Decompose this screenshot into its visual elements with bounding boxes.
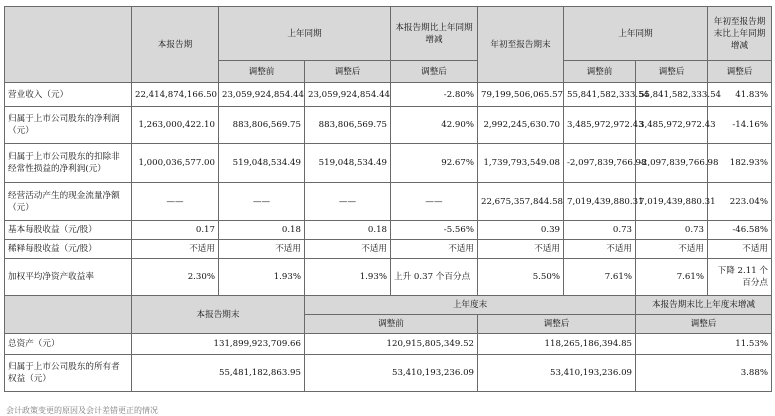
header-before-adjustment-2: 调整前 xyxy=(305,315,478,334)
table-row xyxy=(5,240,772,259)
header-period-change: 本报告期比上年同期增减 xyxy=(391,7,478,61)
value-current-period: 不适用 xyxy=(132,240,219,259)
table-row xyxy=(5,107,772,144)
value-ytd: 2,992,245,630.70 xyxy=(478,107,564,144)
value-current-period: 2.30% xyxy=(132,259,219,296)
header-change-adjusted-2: 调整后 xyxy=(636,315,772,334)
value-ytd-after-adjustment: -2,097,839,766.98 xyxy=(636,144,708,183)
header-row-1 xyxy=(5,7,772,61)
row-label: 归属于上市公司股东的净利润（元） xyxy=(5,107,132,144)
value-last-year-end-after: 53,410,193,236.09 xyxy=(478,355,636,392)
table-row xyxy=(5,334,772,355)
table-row xyxy=(5,183,772,221)
value-ytd-change: 182.93% xyxy=(708,144,772,183)
value-after-adjustment: 519,048,534.49 xyxy=(305,144,391,183)
value-ytd-before-adjustment: 不适用 xyxy=(564,240,636,259)
value-after-adjustment: —— xyxy=(305,183,391,221)
header-current-period-end: 本报告期末 xyxy=(132,296,305,334)
value-ytd: 22,675,357,844.58 xyxy=(478,183,564,221)
header-ytd-change-adjusted: 调整后 xyxy=(708,61,772,83)
value-ytd-change: 下降 2.11 个百分点 xyxy=(708,259,772,296)
value-period-change: -5.56% xyxy=(391,221,478,240)
value-after-adjustment: 1.93% xyxy=(305,259,391,296)
value-before-adjustment: 23,059,924,854.44 xyxy=(219,83,305,107)
table-row xyxy=(5,144,772,183)
value-period-change: 上升 0.37 个百分点 xyxy=(391,259,478,296)
row-label: 稀释每股收益（元/股） xyxy=(5,240,132,259)
value-ytd-after-adjustment: 55,841,582,333.54 xyxy=(636,83,708,107)
header-after-adjustment-ytd: 调整后 xyxy=(636,61,708,83)
value-period-change: 不适用 xyxy=(391,240,478,259)
value-ytd-before-adjustment: 7,019,439,880.31 xyxy=(564,183,636,221)
value-before-adjustment: 不适用 xyxy=(219,240,305,259)
value-change: 11.53% xyxy=(636,334,772,355)
value-ytd: 5.50% xyxy=(478,259,564,296)
header-ytd-change: 年初至报告期末比上年同期增减 xyxy=(708,7,772,61)
value-last-year-end-after: 118,265,186,394.85 xyxy=(478,334,636,355)
value-period-change: 42.90% xyxy=(391,107,478,144)
value-current-period-end: 131,899,923,709.66 xyxy=(132,334,305,355)
value-current-period: 22,414,874,166.50 xyxy=(132,83,219,107)
header-same-period-last-year: 上年同期 xyxy=(219,7,391,61)
value-ytd-change: -14.16% xyxy=(708,107,772,144)
value-ytd-change: 不适用 xyxy=(708,240,772,259)
row-label: 营业收入（元） xyxy=(5,83,132,107)
financial-summary-table xyxy=(4,6,772,392)
header-before-adjustment: 调整前 xyxy=(219,61,305,83)
header-corner-cell xyxy=(5,7,132,83)
row-label: 归属于上市公司股东的所有者权益（元） xyxy=(5,355,132,392)
value-ytd-after-adjustment: 0.73 xyxy=(636,221,708,240)
value-last-year-end-before: 120,915,805,349.52 xyxy=(305,334,478,355)
header-after-adjustment-2: 调整后 xyxy=(478,315,636,334)
value-before-adjustment: —— xyxy=(219,183,305,221)
value-before-adjustment: 519,048,534.49 xyxy=(219,144,305,183)
value-ytd-after-adjustment: 7.61% xyxy=(636,259,708,296)
value-current-period-end: 55,481,182,863.95 xyxy=(132,355,305,392)
value-after-adjustment: 不适用 xyxy=(305,240,391,259)
value-period-change: —— xyxy=(391,183,478,221)
header-before-adjustment-ytd: 调整前 xyxy=(564,61,636,83)
table-row xyxy=(5,83,772,107)
row-label: 经营活动产生的现金流量净额（元） xyxy=(5,183,132,221)
value-after-adjustment: 0.18 xyxy=(305,221,391,240)
value-last-year-end-before: 53,410,193,236.09 xyxy=(305,355,478,392)
value-ytd-before-adjustment: 0.73 xyxy=(564,221,636,240)
row-label: 归属于上市公司股东的扣除非经常性损益的净利润(元） xyxy=(5,144,132,183)
header-period-change-adjusted: 调整后 xyxy=(391,61,478,83)
value-ytd-change: -46.58% xyxy=(708,221,772,240)
value-period-change: 92.67% xyxy=(391,144,478,183)
value-change: 3.88% xyxy=(636,355,772,392)
section2-header-corner-cell xyxy=(5,296,132,334)
value-ytd-after-adjustment: 不适用 xyxy=(636,240,708,259)
value-ytd-change: 223.04% xyxy=(708,183,772,221)
row-label: 加权平均净资产收益率 xyxy=(5,259,132,296)
header-ytd: 年初至报告期末 xyxy=(478,7,564,83)
table-row xyxy=(5,259,772,296)
table-row xyxy=(5,221,772,240)
value-after-adjustment: 883,806,569.75 xyxy=(305,107,391,144)
value-ytd-before-adjustment: 3,485,972,972.43 xyxy=(564,107,636,144)
header-current-period: 本报告期 xyxy=(132,7,219,83)
header-after-adjustment: 调整后 xyxy=(305,61,391,83)
value-current-period: —— xyxy=(132,183,219,221)
value-ytd-after-adjustment: 7,019,439,880.31 xyxy=(636,183,708,221)
header-last-year-end: 上年度末 xyxy=(305,296,636,315)
value-ytd: 不适用 xyxy=(478,240,564,259)
value-ytd-change: 41.83% xyxy=(708,83,772,107)
value-after-adjustment: 23,059,924,854.44 xyxy=(305,83,391,107)
value-period-change: -2.80% xyxy=(391,83,478,107)
section2-header-row-1 xyxy=(5,296,772,315)
value-ytd-before-adjustment: 55,841,582,333.54 xyxy=(564,83,636,107)
value-ytd: 0.39 xyxy=(478,221,564,240)
value-ytd-before-adjustment: -2,097,839,766.98 xyxy=(564,144,636,183)
value-before-adjustment: 1.93% xyxy=(219,259,305,296)
value-before-adjustment: 883,806,569.75 xyxy=(219,107,305,144)
value-ytd: 79,199,506,065.57 xyxy=(478,83,564,107)
value-before-adjustment: 0.18 xyxy=(219,221,305,240)
header-change-vs-last-year-end: 本报告期末比上年度末增减 xyxy=(636,296,772,315)
value-current-period: 1,263,000,422.10 xyxy=(132,107,219,144)
table-row xyxy=(5,355,772,392)
value-current-period: 1,000,036,577.00 xyxy=(132,144,219,183)
row-label: 基本每股收益（元/股） xyxy=(5,221,132,240)
header-same-period-last-year-ytd: 上年同期 xyxy=(564,7,708,61)
value-ytd-after-adjustment: 3,485,972,972.43 xyxy=(636,107,708,144)
value-current-period: 0.17 xyxy=(132,221,219,240)
value-ytd-before-adjustment: 7.61% xyxy=(564,259,636,296)
row-label: 总资产（元） xyxy=(5,334,132,355)
value-ytd: 1,739,793,549.08 xyxy=(478,144,564,183)
footnote: 会计政策变更的原因及会计差错更正的情况 xyxy=(6,406,158,415)
